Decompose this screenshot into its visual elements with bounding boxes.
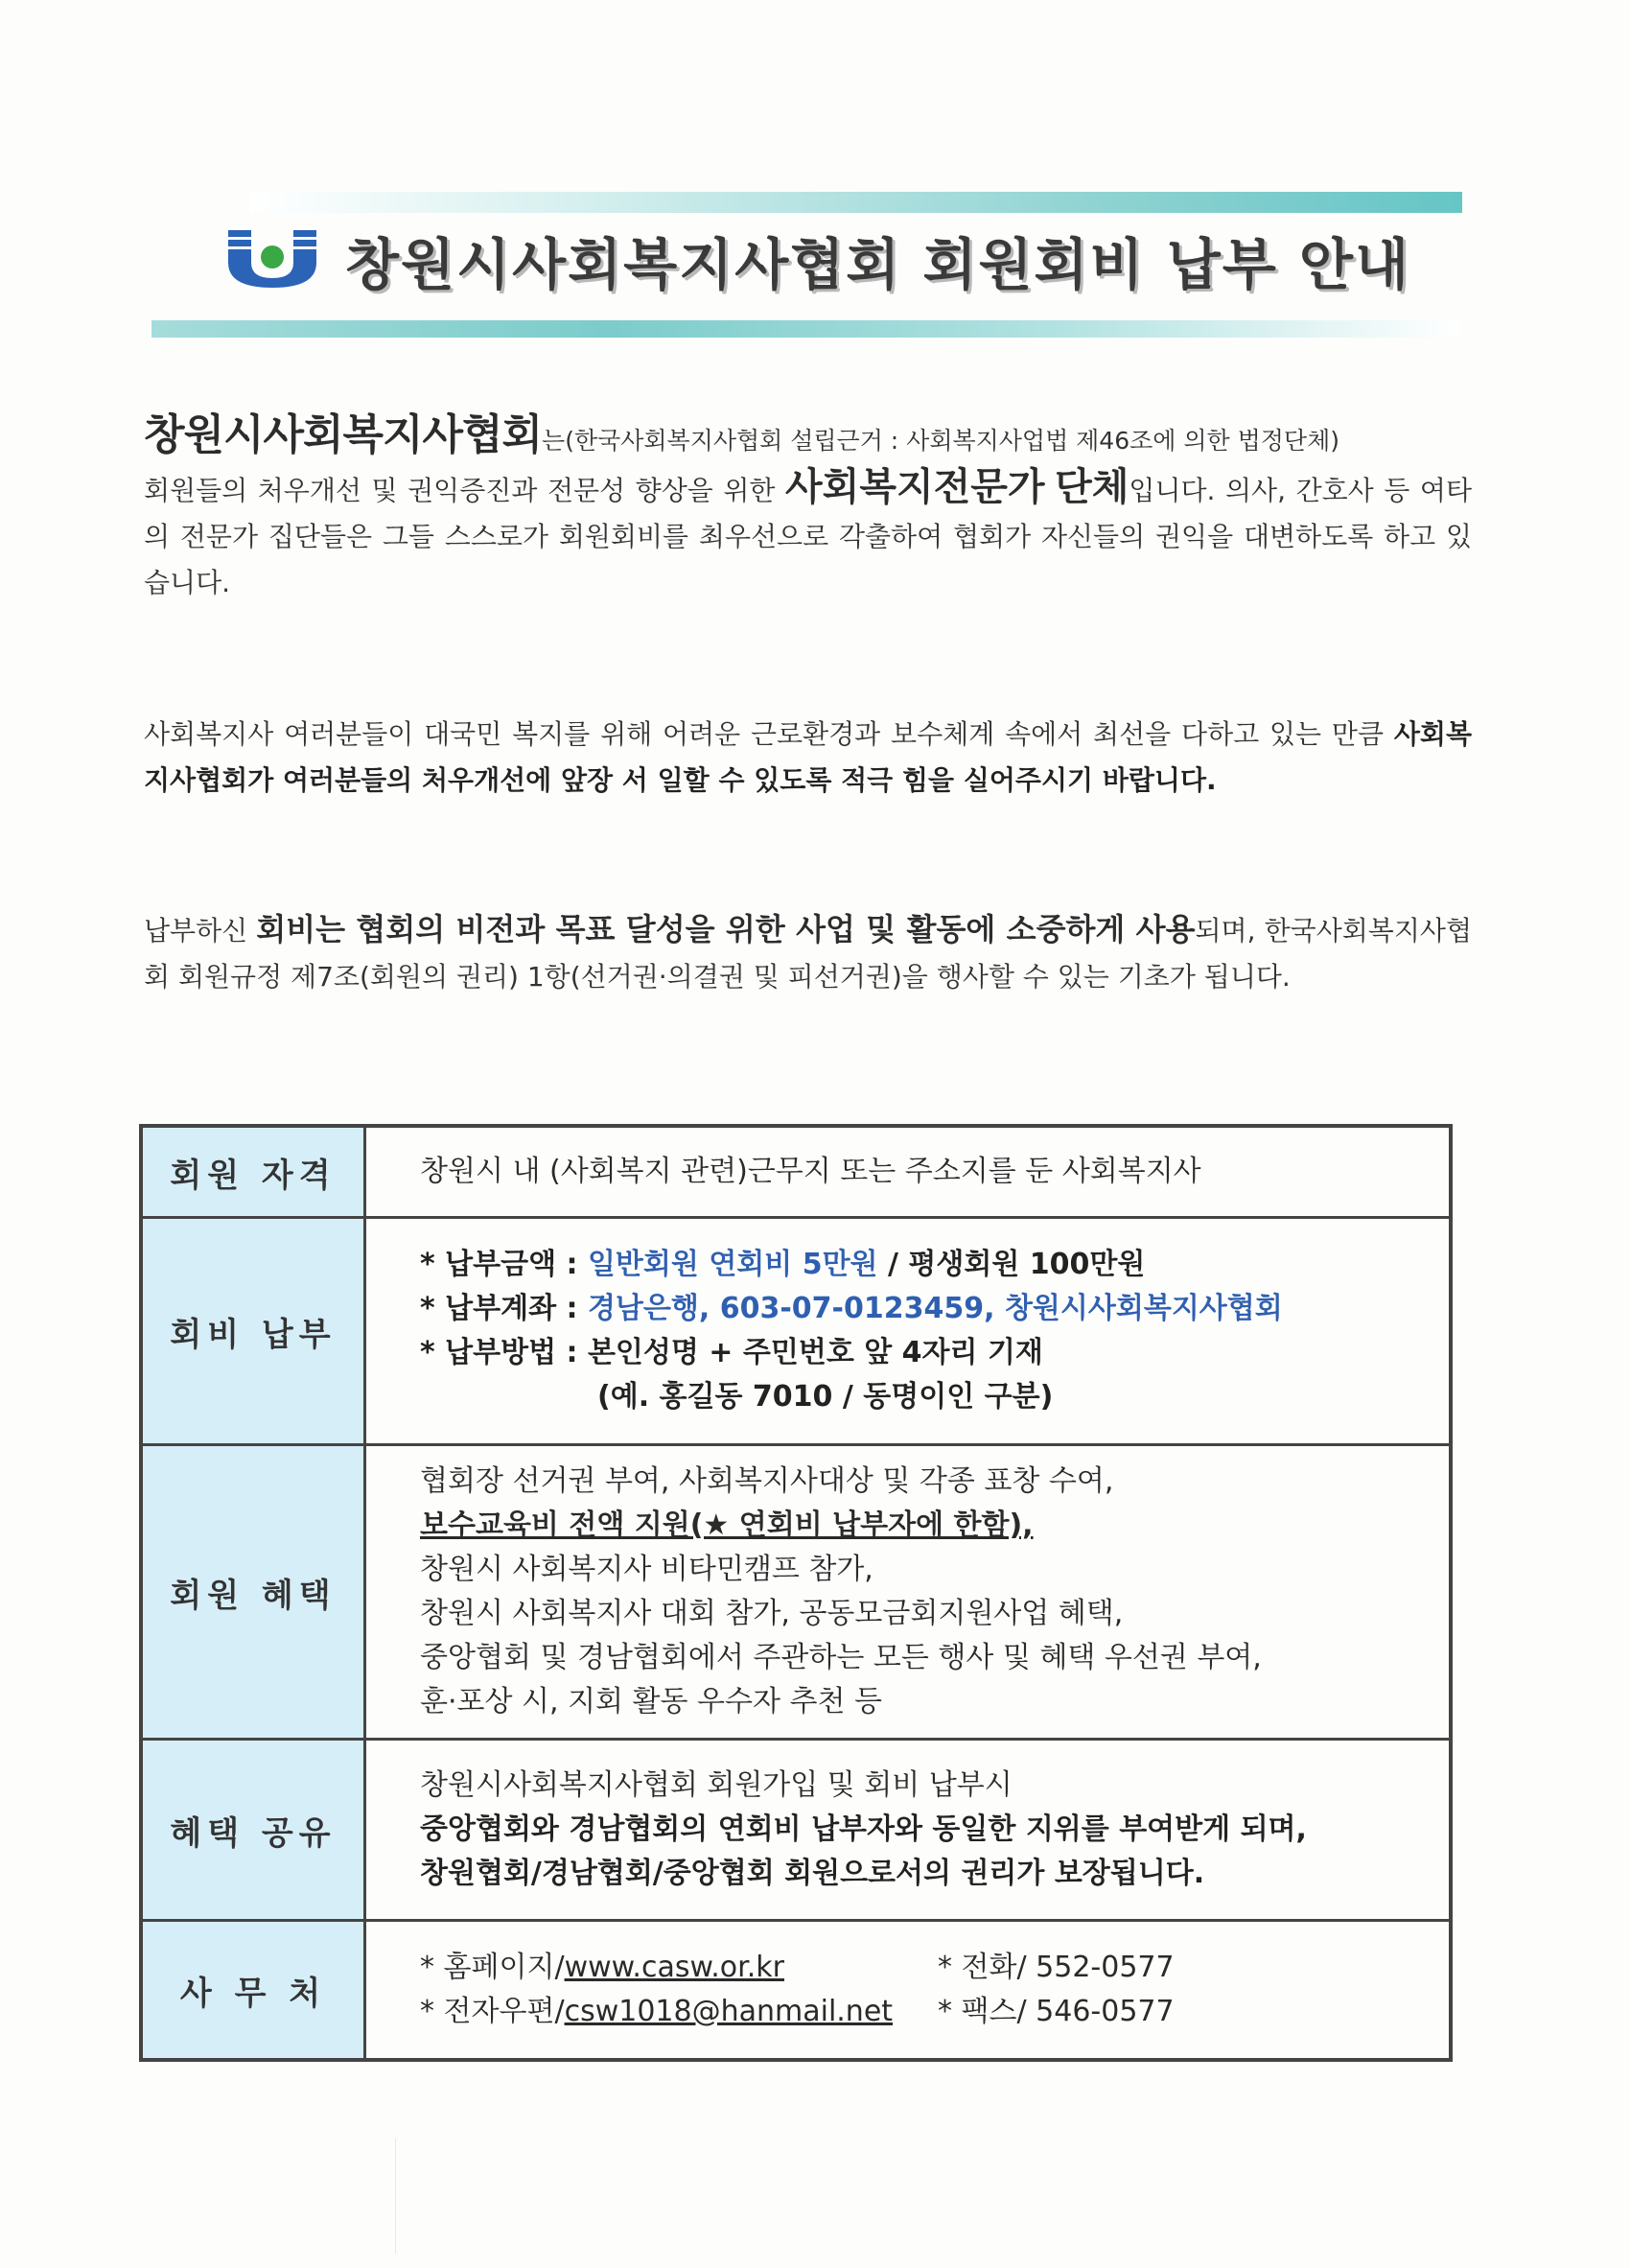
label-qualification: 회원 자격 [141,1126,365,1218]
appeal-text: 사회복지사 여러분들이 대국민 복지를 위해 어려운 근로환경과 보수체계 속에서 최선을 다하고 있는 만큼 [144,718,1394,750]
payment-account: * 납부계좌 : 경남은행, 603-07-0123459, 창원시사회복지사협회 [420,1292,1283,1325]
table-row-sharing [141,1740,1451,1921]
label-office: 사 무 처 [141,1921,365,2061]
emphasis-professional: 사회복지전문가 [785,465,1045,509]
table-row-office [141,1921,1451,2061]
association-name-lead: 창원시사회복지사협회 [144,410,543,459]
membership-info-table [139,1124,1453,2062]
sharing-text: 창원시사회복지사협회 회원가입 및 회비 납부시 중앙협회와 경남협회의 연회비 납부자와 동일한 지위를 부여받게 되며, 창원협회/경남협회/중앙협회 회원으로서의 권리가 보장됩니다. [365,1740,1452,1921]
intro-text-1: 회원들의 처우개선 및 권익증진과 전문성 향상을 위한 [144,475,786,506]
benefit-item: 창원시 사회복지사 비타민캠프 참가, [420,1553,873,1586]
payment-example: (예. 홍길동 7010 / 동명이인 구분) [597,1380,1054,1414]
header-decor-bar-top [249,192,1462,213]
benefit-item: 협회장 선거권 부여, 사회복지사대상 및 각종 표창 수여, [420,1464,1114,1498]
payment-details [365,1218,1452,1445]
benefits-list [365,1445,1452,1740]
benefit-item: 중앙협회 및 경남협회에서 주관하는 모든 행사 및 혜택 우선권 부여, [420,1641,1262,1674]
appeal-paragraph [144,712,1472,804]
homepage-entry: * 홈페이지/www.casw.or.kr [420,1951,784,1984]
usage-paragraph [144,906,1472,1000]
table-row-benefits [141,1445,1451,1740]
payment-amount: * 납부금액 : 일반회원 연회비 5만원 / 평생회원 100만원 [420,1248,1146,1281]
benefit-item: 창원시 사회복지사 대회 참가, 공동모금회지원사업 혜택, [420,1597,1124,1630]
table-row-payment [141,1218,1451,1445]
email-link[interactable]: csw1018@hanmail.net [564,1995,894,2028]
fax-entry: * 팩스/ 546-0577 [938,1995,1175,2028]
benefit-item: 훈·포상 시, 지회 활동 우수자 추천 등 [420,1685,883,1719]
page-title: 창원시사회복지사협회 회원회비 납부 안내 [345,232,1411,297]
usage-bold-text: 회비는 협회의 비전과 목표 달성을 위한 사업 및 활동에 소중하게 사용 [256,911,1196,947]
intro-text-2: 입니다. 의사, 간호사 등 여타의 전문가 집단들은 그들 스스로가 회원회비를 최우선으로 각출하여 협회가 자신들의 권익을 대변하도록 하고 있습니다. [144,475,1472,598]
header-decor-bar-bottom [151,320,1460,338]
payment-method: * 납부방법 : 본인성명 + 주민번호 앞 4자리 기재 [420,1336,1043,1369]
intro-paragraph [144,412,1472,606]
homepage-link[interactable]: www.casw.or.kr [564,1951,784,1984]
scan-artifact-line [395,2139,396,2254]
office-contacts [365,1921,1452,2061]
qualification-text: 창원시 내 (사회복지 관련)근무지 또는 주소지를 둔 사회복지사 [365,1126,1452,1218]
fax-number: 546-0577 [1036,1995,1175,2028]
benefit-item-highlight: 보수교육비 전액 지원(★ 연회비 납부자에 한함), [420,1508,1034,1542]
phone-number: 552-0577 [1036,1951,1175,1984]
phone-entry: * 전화/ 552-0577 [938,1951,1175,1984]
usage-text-1: 납부하신 [144,915,257,947]
label-benefits: 회원 혜택 [141,1445,365,1740]
table-row-qualification [141,1126,1451,1218]
emphasis-organization: 단체 [1055,465,1129,509]
email-entry: * 전자우편/csw1018@hanmail.net [420,1995,894,2028]
appeal-bold-text: 사회복지사협회가 여러분들의 처우개선에 앞장 서 일할 수 있도록 적극 힘을 실어주시기 바랍니다. [144,718,1472,796]
association-logo-icon [228,228,316,288]
label-payment: 회비 납부 [141,1218,365,1445]
label-sharing: 혜택 공유 [141,1740,365,1921]
usage-text-2: 되며, 한국사회복지사협회 회원규정 제7조(회원의 권리) 1항(선거권·의결권 및 피선거권)을 행사할 수 있는 기초가 됩니다. [144,915,1473,993]
legal-basis-note: 는(한국사회복지사협회 설립근거 : 사회복지사업법 제46조에 의한 법정단체) [542,427,1339,455]
